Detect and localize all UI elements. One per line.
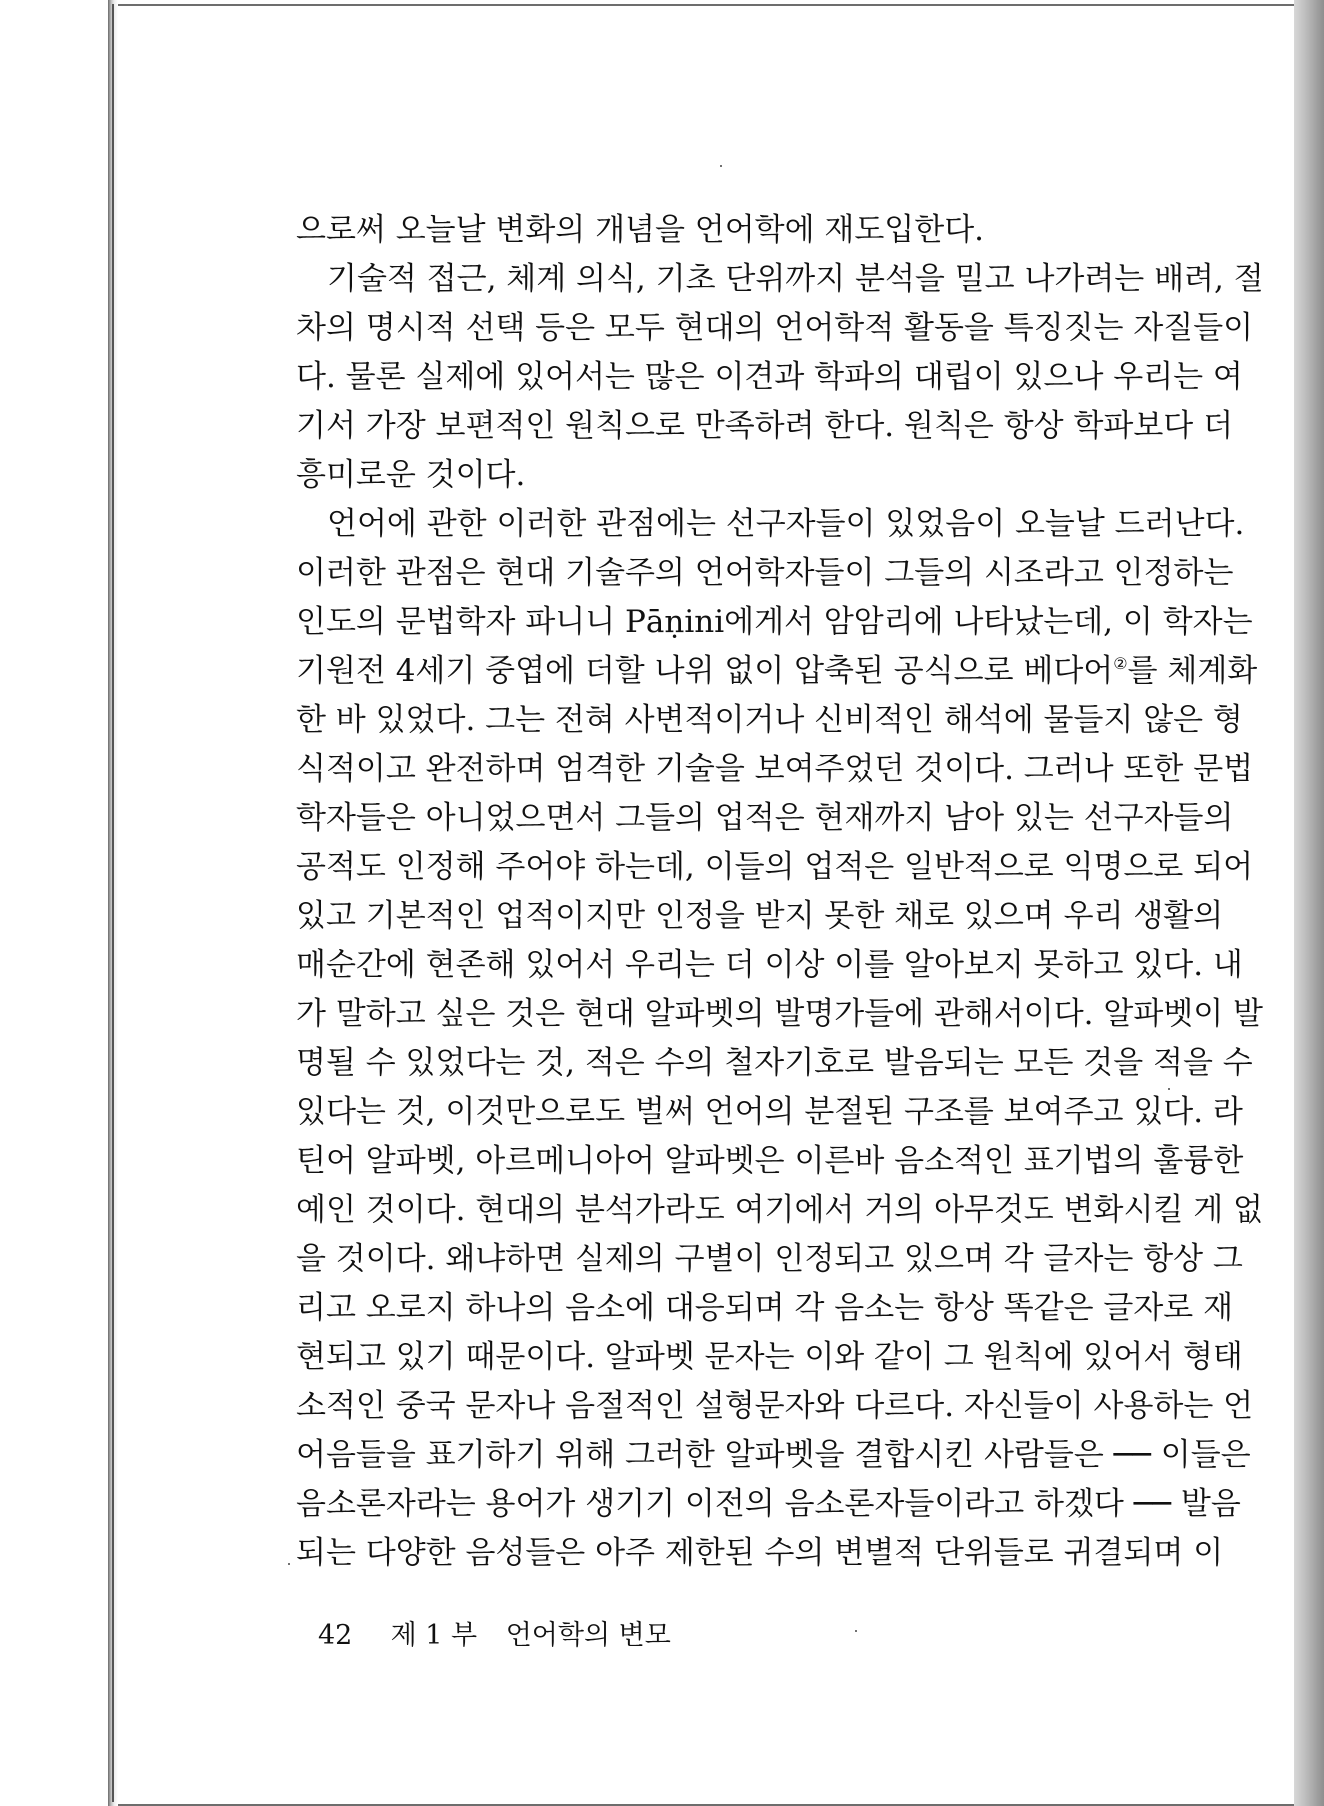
text-line <box>296 1431 1251 1480</box>
text-line <box>296 304 1254 353</box>
right-page-edge <box>1294 0 1324 1806</box>
text-line <box>296 353 1243 402</box>
line-text: 명될 수 있었다는 것, 적은 수의 철자기호로 발음되는 모든 것을 적을 수 <box>296 1045 1253 1081</box>
part-title: 언어학의 변모 <box>505 1620 671 1651</box>
line-text: 기서 가장 보편적인 원칙으로 만족하려 한다. 원칙은 항상 학파보다 더 <box>296 408 1234 444</box>
text-line <box>296 451 1152 500</box>
text-line <box>296 990 1263 1039</box>
line-text: 차의 명시적 선택 등은 모두 현대의 언어학적 활동을 특징짓는 자질들이 <box>296 310 1254 346</box>
line-text: 예인 것이다. 현대의 분석가라도 여기에서 거의 아무것도 변화시킬 게 없 <box>296 1192 1263 1228</box>
text-line <box>296 745 1254 794</box>
line-text: 틴어 알파벳, 아르메니아어 알파벳은 이른바 음소적인 표기법의 훌륭한 <box>296 1143 1244 1179</box>
text-line <box>296 402 1234 451</box>
text-line <box>296 647 1258 696</box>
page-footer <box>318 1616 671 1656</box>
footnote-marker: ② <box>1113 654 1128 673</box>
line-text: 있고 기본적인 업적이지만 인정을 받지 못한 채로 있으며 우리 생활의 <box>296 898 1224 934</box>
line-text: 음소론자라는 용어가 생기기 이전의 음소론자들이라고 하겠다 ── 발음 <box>296 1486 1241 1522</box>
line-text: 기술적 접근, 체계 의식, 기초 단위까지 분석을 밀고 나가려는 배려, 절 <box>327 261 1264 297</box>
body-text <box>296 206 1264 1578</box>
text-line <box>296 1333 1243 1382</box>
line-text: 있다는 것, 이것만으로도 벌써 언어의 분절된 구조를 보여주고 있다. 라 <box>296 1094 1243 1130</box>
text-line <box>296 1529 1224 1578</box>
text-line <box>296 1088 1243 1137</box>
line-text: 공적도 인정해 주어야 하는데, 이들의 업적은 일반적으로 익명으로 되어 <box>296 849 1254 885</box>
line-text: 으로써 오늘날 변화의 개념을 언어학에 재도입한다. <box>296 212 984 248</box>
text-line <box>296 941 1243 990</box>
line-text: 어음들을 표기하기 위해 그러한 알파벳을 결합시킨 사람들은 ── 이들은 <box>296 1437 1251 1473</box>
line-text: 학자들은 아니었으면서 그들의 업적은 현재까지 남아 있는 선구자들의 <box>296 800 1234 836</box>
text-line <box>296 1284 1234 1333</box>
text-line <box>296 1480 1241 1529</box>
line-text: 식적이고 완전하며 엄격한 기술을 보여주었던 것이다. 그러나 또한 문법 <box>296 751 1254 787</box>
text-line <box>296 206 1152 255</box>
print-speck <box>1168 1088 1170 1090</box>
line-text: 현되고 있기 때문이다. 알파벳 문자는 이와 같이 그 원칙에 있어서 형태 <box>296 1339 1243 1375</box>
text-line <box>296 598 1253 647</box>
line-text: 다. 물론 실제에 있어서는 많은 이견과 학파의 대립이 있으나 우리는 여 <box>296 359 1243 395</box>
line-text: 이러한 관점은 현대 기술주의 언어학자들이 그들의 시조라고 인정하는 <box>296 555 1234 591</box>
line-text: 을 것이다. 왜냐하면 실제의 구별이 인정되고 있으며 각 글자는 항상 그 <box>296 1241 1243 1277</box>
text-line <box>296 794 1234 843</box>
line-text: 인도의 문법학자 파니니 Pāṇini에게서 암암리에 나타났는데, 이 학자는 <box>296 604 1253 640</box>
text-line <box>296 843 1254 892</box>
print-speck <box>720 165 722 167</box>
text-line <box>296 1137 1244 1186</box>
line-text: 흥미로운 것이다. <box>296 457 526 493</box>
line-text: 기원전 4세기 중엽에 더할 나위 없이 압축된 공식으로 베다어 <box>296 653 1114 689</box>
text-line <box>296 696 1243 745</box>
line-text-continued: 를 체계화 <box>1127 653 1258 689</box>
text-line <box>296 1186 1263 1235</box>
line-text: 한 바 있었다. 그는 전혀 사변적이거나 신비적인 해석에 물들지 않은 형 <box>296 702 1243 738</box>
text-line <box>296 255 1264 304</box>
line-text: 되는 다양한 음성들은 아주 제한된 수의 변별적 단위들로 귀결되며 이 <box>296 1535 1224 1571</box>
text-line <box>296 1382 1254 1431</box>
page-number: 42 <box>318 1620 353 1651</box>
line-text: 매순간에 현존해 있어서 우리는 더 이상 이를 알아보지 못하고 있다. 내 <box>296 947 1243 983</box>
left-page-edge-line <box>112 4 114 1802</box>
print-speck <box>288 1563 290 1565</box>
line-text: 언어에 관한 이러한 관점에는 선구자들이 있었음이 오늘날 드러난다. <box>327 506 1245 542</box>
text-line <box>296 1039 1253 1088</box>
print-speck <box>855 1630 857 1632</box>
part-label: 제 1 부 <box>390 1620 478 1651</box>
line-text: 소적인 중국 문자나 음절적인 설형문자와 다르다. 자신들이 사용하는 언 <box>296 1388 1254 1424</box>
text-line <box>296 549 1234 598</box>
text-line <box>296 1235 1243 1284</box>
line-text: 가 말하고 싶은 것은 현대 알파벳의 발명가들에 관해서이다. 알파벳이 발 <box>296 996 1263 1032</box>
text-line <box>296 500 1245 549</box>
line-text: 리고 오로지 하나의 음소에 대응되며 각 음소는 항상 똑같은 글자로 재 <box>296 1290 1234 1326</box>
text-line <box>296 892 1224 941</box>
